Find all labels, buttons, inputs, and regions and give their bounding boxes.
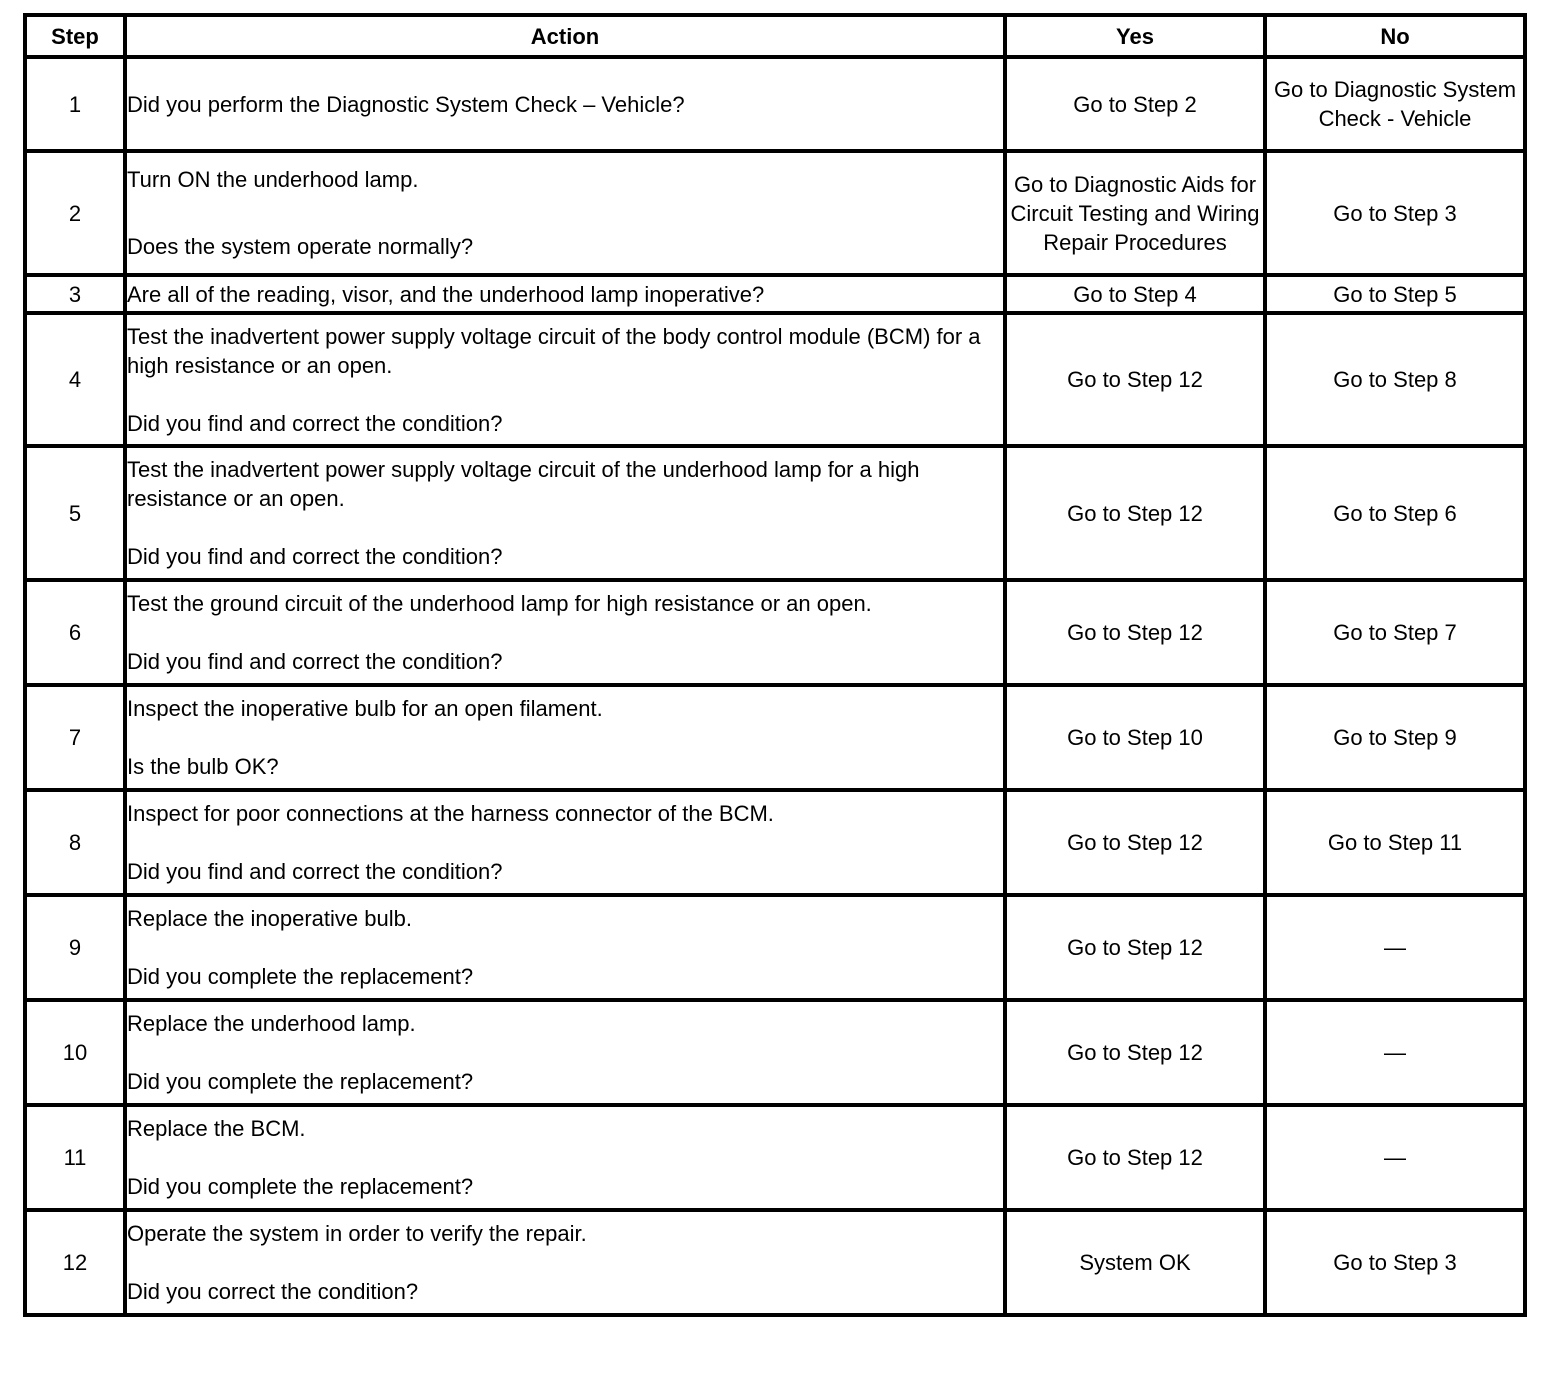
action-question: Did you complete the replacement? (127, 1174, 474, 1199)
step-number: 12 (25, 1210, 125, 1315)
action-cell (125, 275, 1005, 313)
spacer (127, 618, 1003, 647)
step-number: 8 (25, 790, 125, 895)
yes-result: Go to Diagnostic Aids for Circuit Testing and Wiring Repair Procedures (1005, 151, 1265, 275)
yes-result: Go to Step 4 (1005, 275, 1265, 313)
action-question: Did you correct the condition? (127, 1279, 419, 1304)
action-instruction: Test the inadvertent power supply voltage circuit of the underhood lamp for a high resistance or an open. (127, 457, 926, 511)
step-number: 1 (25, 57, 125, 151)
yes-result: System OK (1005, 1210, 1265, 1315)
action-instruction: Did you perform the Diagnostic System Check – Vehicle? (127, 91, 685, 117)
action-instruction: Inspect the inoperative bulb for an open filament. (127, 696, 603, 721)
action-instruction: Replace the BCM. (127, 1116, 306, 1141)
spacer (127, 828, 1003, 857)
yes-result: Go to Step 12 (1005, 313, 1265, 446)
action-instruction: Test the ground circuit of the underhood lamp for high resistance or an open. (127, 591, 872, 616)
yes-result: Go to Step 10 (1005, 685, 1265, 790)
table-row (25, 685, 1525, 790)
action-cell (125, 1000, 1005, 1105)
table-row (25, 57, 1525, 151)
table-row (25, 1000, 1525, 1105)
header-action: Action (125, 15, 1005, 57)
spacer (127, 723, 1003, 752)
action-question: Does the system operate normally? (127, 234, 474, 259)
action-cell (125, 895, 1005, 1000)
action-cell (125, 790, 1005, 895)
no-result: — (1265, 895, 1525, 1000)
step-number: 5 (25, 446, 125, 580)
no-result: Go to Step 5 (1265, 275, 1525, 313)
action-instruction: Are all of the reading, visor, and the underhood lamp inoperative? (127, 281, 765, 307)
action-question: Did you complete the replacement? (127, 964, 474, 989)
action-instruction: Turn ON the underhood lamp. (127, 167, 419, 192)
no-result: Go to Diagnostic System Check - Vehicle (1265, 57, 1525, 151)
no-result: Go to Step 3 (1265, 151, 1525, 275)
spacer (127, 513, 1003, 542)
no-result: Go to Step 7 (1265, 580, 1525, 685)
no-result: — (1265, 1105, 1525, 1210)
diagnostic-table (23, 13, 1527, 1317)
action-question: Did you find and correct the condition? (127, 544, 503, 569)
action-cell (125, 580, 1005, 685)
yes-result: Go to Step 12 (1005, 1000, 1265, 1105)
spacer (127, 380, 1003, 409)
yes-result: Go to Step 12 (1005, 895, 1265, 1000)
no-result: Go to Step 8 (1265, 313, 1525, 446)
spacer (127, 1248, 1003, 1277)
step-number: 2 (25, 151, 125, 275)
step-number: 6 (25, 580, 125, 685)
spacer (127, 933, 1003, 962)
action-cell (125, 313, 1005, 446)
header-step: Step (25, 15, 125, 57)
action-question: Did you complete the replacement? (127, 1069, 474, 1094)
action-question: Did you find and correct the condition? (127, 410, 503, 436)
action-instruction: Replace the underhood lamp. (127, 1011, 416, 1036)
no-result: Go to Step 9 (1265, 685, 1525, 790)
action-question: Did you find and correct the condition? (127, 859, 503, 884)
table-row (25, 580, 1525, 685)
spacer (127, 1143, 1003, 1172)
step-number: 10 (25, 1000, 125, 1105)
table-row (25, 1210, 1525, 1315)
action-cell (125, 446, 1005, 580)
step-number: 9 (25, 895, 125, 1000)
header-row (25, 15, 1525, 57)
action-question: Is the bulb OK? (127, 754, 279, 779)
table-row (25, 313, 1525, 446)
yes-result: Go to Step 2 (1005, 57, 1265, 151)
action-instruction: Operate the system in order to verify the repair. (127, 1221, 587, 1246)
table-row (25, 275, 1525, 313)
yes-result: Go to Step 12 (1005, 1105, 1265, 1210)
header-no: No (1265, 15, 1525, 57)
header-yes: Yes (1005, 15, 1265, 57)
action-cell (125, 57, 1005, 151)
spacer (127, 194, 1003, 232)
step-number: 4 (25, 313, 125, 446)
action-cell (125, 151, 1005, 275)
action-instruction: Replace the inoperative bulb. (127, 906, 412, 931)
no-result: Go to Step 3 (1265, 1210, 1525, 1315)
table-row (25, 895, 1525, 1000)
step-number: 3 (25, 275, 125, 313)
yes-result: Go to Step 12 (1005, 446, 1265, 580)
yes-result: Go to Step 12 (1005, 790, 1265, 895)
table-row (25, 790, 1525, 895)
action-instruction: Inspect for poor connections at the harness connector of the BCM. (127, 801, 774, 826)
action-question: Did you find and correct the condition? (127, 649, 503, 674)
action-instruction: Test the inadvertent power supply voltage circuit of the body control module (BCM) for a high resistance or an open. (127, 323, 987, 378)
spacer (127, 1038, 1003, 1067)
no-result: — (1265, 1000, 1525, 1105)
no-result: Go to Step 11 (1265, 790, 1525, 895)
step-number: 7 (25, 685, 125, 790)
no-result: Go to Step 6 (1265, 446, 1525, 580)
action-cell (125, 1210, 1005, 1315)
step-number: 11 (25, 1105, 125, 1210)
action-cell (125, 685, 1005, 790)
action-cell (125, 1105, 1005, 1210)
table-row (25, 151, 1525, 275)
table-row (25, 446, 1525, 580)
yes-result: Go to Step 12 (1005, 580, 1265, 685)
table-row (25, 1105, 1525, 1210)
